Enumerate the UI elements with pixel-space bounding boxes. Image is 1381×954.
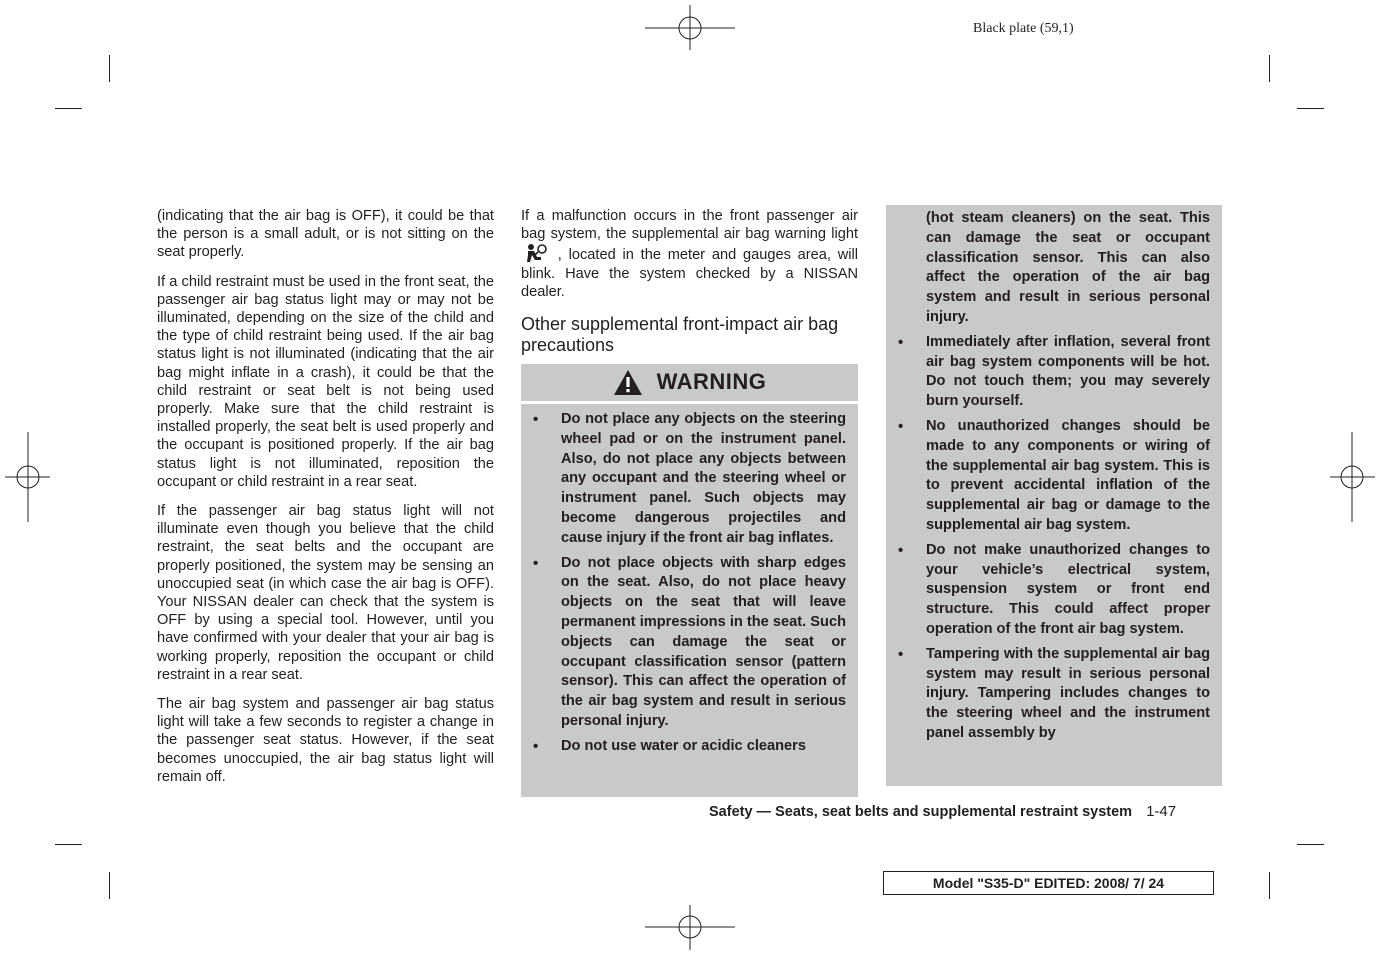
paragraph: If a child restraint must be used in the front seat, the passenger air bag status light may or may not be illuminated, depending on the size of the child and the type of child restraint being used. If the air bag status light is not illuminated (indicating that the air bag might inflate in a crash), it could be that the child restraint or seat belt is not being used properly. Make sure that the child restraint is installed properly, the seat belt is used properly and the occupant is positioned properly. If the air bag status light is not illuminated, reposition the occupant or child restraint in a rear seat. bbox=[157, 273, 494, 490]
section-subheading: Other supplemental front-impact air bag precautions bbox=[521, 314, 839, 356]
column-left bbox=[157, 207, 494, 797]
intro-paragraph bbox=[521, 207, 858, 301]
paragraph: The air bag system and passenger air bag status light will take a few seconds to register a change in the passenger seat status. However, if the seat becomes unoccupied, the air bag status light will remain off. bbox=[157, 696, 494, 785]
registration-mark-icon bbox=[645, 5, 735, 50]
warning-item: • Do not make unauthorized changes to your vehicle’s electrical system, suspension system or front end structure. This could affect proper operation of the front air bag system. bbox=[886, 541, 1222, 640]
intro-text-cont: , located in the meter and gauges area, will blink. Have the system checked by a NISSAN dealer. bbox=[521, 247, 858, 300]
crop-mark bbox=[55, 108, 82, 109]
column-middle bbox=[521, 207, 858, 407]
page-footer bbox=[709, 803, 1176, 820]
warning-continuation: (hot steam cleaners) on the seat. This can damage the seat or occupant classification sensor. This can also affect the operation of the air bag system and result in serious personal injury. bbox=[926, 210, 1210, 325]
crop-mark bbox=[55, 844, 82, 845]
intro-text: If a malfunction occurs in the front passenger air bag system, the supplemental air bag warning light bbox=[521, 208, 858, 243]
registration-mark-icon bbox=[5, 432, 50, 522]
warning-item: • Do not use water or acidic cleaners bbox=[521, 737, 858, 757]
warning-item: • No unauthorized changes should be made to any components or wiring of the supplemental air bag system. This is to prevent accidental inflation of the supplemental air bag or damage to the supplemental air bag system. bbox=[886, 417, 1222, 536]
plate-label: Black plate (59,1) bbox=[973, 21, 1074, 36]
registration-mark-icon bbox=[645, 905, 735, 950]
airbag-warning-light-icon bbox=[525, 243, 547, 263]
crop-mark bbox=[1269, 872, 1270, 899]
crop-mark bbox=[1297, 108, 1324, 109]
warning-list bbox=[521, 404, 858, 757]
warning-box-middle bbox=[521, 404, 858, 797]
model-edit-box: Model "S35-D" EDITED: 2008/ 7/ 24 bbox=[883, 871, 1214, 895]
warning-item: • Do not place objects with sharp edges on the seat. Also, do not place heavy objects on the seat that will leave permanent impressions in the seat. Such objects can damage the seat or occupant classification sensor (pattern sensor). This can affect the operation of the air bag system and result in serious personal injury. bbox=[521, 554, 858, 732]
warning-list bbox=[886, 333, 1222, 744]
crop-mark bbox=[1269, 55, 1270, 82]
warning-item: • Immediately after inflation, several front air bag system components will be hot. Do not touch them; you may severely burn yourself. bbox=[886, 333, 1222, 412]
paragraph: (indicating that the air bag is OFF), it could be that the person is a small adult, or is not sitting on the seat properly. bbox=[157, 208, 494, 261]
warning-header bbox=[521, 364, 858, 401]
crop-mark bbox=[109, 872, 110, 899]
warning-title: WARNING bbox=[656, 369, 767, 395]
warning-item: • Do not place any objects on the steering wheel pad or on the instrument panel. Also, do not place any objects between any occupant and the steering wheel or instrument panel. Such objects may become dangerous projectiles and cause injury if the front air bag inflates. bbox=[521, 410, 858, 549]
registration-mark-icon bbox=[1330, 432, 1375, 522]
page-number: 1-47 bbox=[1146, 803, 1177, 820]
paragraph: If the passenger air bag status light will not illuminate even though you believe that the child restraint, the seat belts and the occupant are properly positioned, the system may be sensing an unoccupied seat (in which case the air bag is OFF). Your NISSAN dealer can check that the system is OFF by using a special tool. However, until you have confirmed with your dealer that your air bag is working properly, reposition the occupant or child restraint in a rear seat. bbox=[157, 503, 494, 683]
crop-mark bbox=[1297, 844, 1324, 845]
warning-triangle-icon bbox=[613, 369, 643, 396]
crop-mark bbox=[109, 55, 110, 82]
warning-box-right bbox=[886, 205, 1222, 786]
section-title: Safety — Seats, seat belts and supplemental restraint system bbox=[709, 804, 1133, 820]
warning-item: • Tampering with the supplemental air bag system may result in serious personal injury. Tampering includes changes to the steering wheel and the instrument panel assembly by bbox=[886, 645, 1222, 744]
